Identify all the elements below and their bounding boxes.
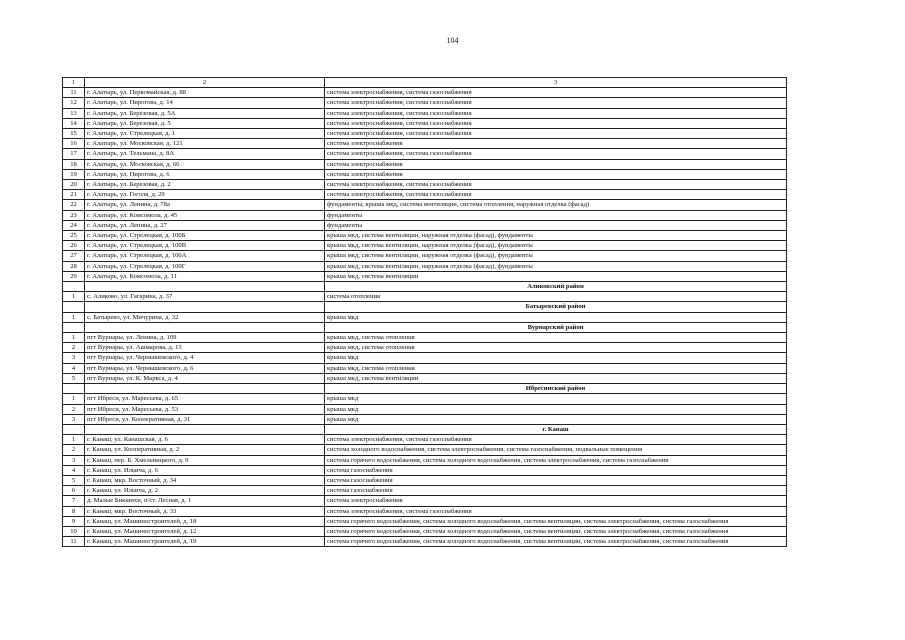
district-heading-spacer [85, 282, 325, 292]
building-systems: крыша мкд, система отопления [325, 333, 787, 343]
row-number: 4 [63, 363, 85, 373]
row-number: 22 [63, 200, 85, 210]
district-heading-spacer [63, 384, 85, 394]
building-systems: система электроснабжения, система газоснабжения [325, 108, 787, 118]
district-heading-spacer [85, 384, 325, 394]
table-row [63, 506, 787, 516]
building-address: г. Алатырь, ул. Московская, д. 66 [85, 159, 325, 169]
building-address: г. Алатырь, ул. Стрелецкая, д. 1 [85, 129, 325, 139]
building-systems: крыша мкд, система вентиляции [325, 271, 787, 281]
building-systems: система электроснабжения, система газоснабжения [325, 98, 787, 108]
building-systems: система электроснабжения [325, 169, 787, 179]
row-number: 5 [63, 475, 85, 485]
building-systems: система электроснабжения, система газоснабжения [325, 129, 787, 139]
row-number: 3 [63, 353, 85, 363]
building-address: г. Алатырь, ул. Тельмана, д. 8А [85, 149, 325, 159]
district-heading-spacer [63, 282, 85, 292]
page-number: 104 [446, 36, 459, 45]
building-systems: система электроснабжения, система газоснабжения [325, 180, 787, 190]
row-number: 1 [63, 333, 85, 343]
district-heading-spacer [85, 424, 325, 434]
building-systems: система отопления [325, 292, 787, 302]
table-row [63, 516, 787, 526]
building-address: г. Канаш, ул. Машиностроителей, д. 19 [85, 537, 325, 547]
building-address: г. Алатырь, ул. Гоголя, д. 29 [85, 190, 325, 200]
table-row [63, 373, 787, 383]
building-systems: система электроснабжения [325, 159, 787, 169]
building-address: пгт Ибреси, ул. Маресьева, д. 53 [85, 404, 325, 414]
building-systems: система холодного водоснабжения, система электроснабжения, система газоснабжения, подвальные помещения [325, 445, 787, 455]
district-heading-row [63, 384, 787, 394]
building-address: г. Канаш, пер. Б. Хмельницкого, д. 9 [85, 455, 325, 465]
district-heading-spacer [63, 424, 85, 434]
building-address: д. Малые Бикшихи, п/ст. Лесная, д. 1 [85, 496, 325, 506]
building-address: г. Алатырь, ул. Комсомола, д. 11 [85, 271, 325, 281]
building-systems: крыша мкд, система вентиляции, наружная отделка (фасад), фундаменты [325, 231, 787, 241]
table-row [63, 435, 787, 445]
row-number: 1 [63, 435, 85, 445]
building-systems: система горячего водоснабжения, система холодного водоснабжения, система вентиляции, система электроснабжения, система газоснабжения [325, 526, 787, 536]
row-number: 19 [63, 169, 85, 179]
district-heading-row [63, 282, 787, 292]
building-systems: крыша мкд, система отопления [325, 363, 787, 373]
table-row [63, 404, 787, 414]
row-number: 15 [63, 129, 85, 139]
row-number: 4 [63, 465, 85, 475]
table-row [63, 231, 787, 241]
district-heading: Ибресинский район [325, 384, 787, 394]
table-row [63, 190, 787, 200]
building-address: пгт Ибреси, ул. Кооперативная, д. 31 [85, 414, 325, 424]
building-address: г. Алатырь, ул. Стрелецкая, д. 100В [85, 241, 325, 251]
table-row [63, 363, 787, 373]
building-address: г. Алатырь, ул. Пирогова, д. 6 [85, 169, 325, 179]
building-systems: система газоснабжения [325, 475, 787, 485]
district-heading-spacer [63, 302, 85, 312]
building-address: г. Алатырь, ул. Стрелецкая, д. 100А [85, 251, 325, 261]
table-row [63, 343, 787, 353]
row-number: 23 [63, 210, 85, 220]
building-systems: фундаменты [325, 210, 787, 220]
row-number: 13 [63, 108, 85, 118]
building-systems: система горячего водоснабжения, система холодного водоснабжения, система электроснабжения, система газоснабжения [325, 455, 787, 465]
building-address: г. Канаш, ул. Канашская, д. 6 [85, 435, 325, 445]
table-row [63, 465, 787, 475]
row-number: 12 [63, 98, 85, 108]
building-systems: система электроснабжения, система газоснабжения [325, 190, 787, 200]
row-number: 17 [63, 149, 85, 159]
district-heading: г. Канаш [325, 424, 787, 434]
building-address: пгт Вурнары, ул. Чернышевского, д. 4 [85, 353, 325, 363]
building-address: с. Аликово, ул. Гагарина, д. 37 [85, 292, 325, 302]
row-number: 27 [63, 251, 85, 261]
table-row [63, 312, 787, 322]
district-heading-spacer [63, 322, 85, 332]
table-row [63, 129, 787, 139]
table-row [63, 261, 787, 271]
building-address: пгт Вурнары, ул. Чернышевского, д. 6 [85, 363, 325, 373]
building-systems: система горячего водоснабжения, система холодного водоснабжения, система вентиляции, система электроснабжения, система газоснабжения [325, 537, 787, 547]
table-row [63, 200, 787, 210]
row-number: 10 [63, 526, 85, 536]
column-number-1: 1 [63, 78, 85, 88]
district-heading: Батыревский район [325, 302, 787, 312]
row-number: 16 [63, 139, 85, 149]
table-body [63, 78, 787, 547]
building-systems: фундаменты, крыша мкд, система вентиляции, система отопления, наружная отделка (фасад) [325, 200, 787, 210]
building-address: г. Канаш, мкр. Восточный, д. 34 [85, 475, 325, 485]
row-number: 1 [63, 292, 85, 302]
building-systems: крыша мкд [325, 353, 787, 363]
row-number: 24 [63, 220, 85, 230]
building-systems: система электроснабжения, система газоснабжения [325, 88, 787, 98]
building-systems: крыша мкд [325, 394, 787, 404]
row-number: 11 [63, 88, 85, 98]
building-systems: система газоснабжения [325, 486, 787, 496]
building-address: г. Канаш, ул. Машиностроителей, д. 18 [85, 516, 325, 526]
row-number: 3 [63, 414, 85, 424]
row-number: 21 [63, 190, 85, 200]
building-systems: крыша мкд, система вентиляции, наружная отделка (фасад), фундаменты [325, 241, 787, 251]
building-systems: крыша мкд, система вентиляции, наружная отделка (фасад), фундаменты [325, 251, 787, 261]
building-address: г. Канаш, ул. Кооперативная, д. 2 [85, 445, 325, 455]
row-number: 7 [63, 496, 85, 506]
column-number-2: 2 [85, 78, 325, 88]
building-address: г. Канаш, мкр. Восточный, д. 33 [85, 506, 325, 516]
building-systems: система электроснабжения, система газоснабжения [325, 118, 787, 128]
district-heading-spacer [85, 302, 325, 312]
building-systems: фундаменты [325, 220, 787, 230]
building-address: г. Алатырь, ул. Ленина, д. 78а [85, 200, 325, 210]
table-row [63, 180, 787, 190]
table-row [63, 526, 787, 536]
table-row [63, 292, 787, 302]
column-number-3: 3 [325, 78, 787, 88]
building-systems: крыша мкд [325, 312, 787, 322]
building-systems: крыша мкд, система вентиляции [325, 373, 787, 383]
table-row [63, 149, 787, 159]
row-number: 8 [63, 506, 85, 516]
table-row [63, 241, 787, 251]
row-number: 14 [63, 118, 85, 128]
table-row [63, 333, 787, 343]
column-number-row [63, 78, 787, 88]
building-systems: система электроснабжения, система газоснабжения [325, 435, 787, 445]
district-heading-row [63, 322, 787, 332]
table-row [63, 445, 787, 455]
building-address: г. Алатырь, ул. Ленина, д. 27 [85, 220, 325, 230]
table-row [63, 210, 787, 220]
building-address: г. Алатырь, ул. Московская, д. 121 [85, 139, 325, 149]
row-number: 1 [63, 394, 85, 404]
table-row [63, 537, 787, 547]
table-row [63, 271, 787, 281]
building-address: г. Алатырь, ул. Стрелецкая, д. 100Г [85, 261, 325, 271]
building-systems: система горячего водоснабжения, система холодного водоснабжения, система вентиляции, система электроснабжения, система газоснабжения [325, 516, 787, 526]
table-row [63, 108, 787, 118]
table-row [63, 486, 787, 496]
table-row [63, 475, 787, 485]
building-address: г. Алатырь, ул. Первомайская, д. 88 [85, 88, 325, 98]
table-row [63, 496, 787, 506]
row-number: 25 [63, 231, 85, 241]
building-address: г. Алатырь, ул. Пирогова, д. 14 [85, 98, 325, 108]
building-systems: крыша мкд [325, 404, 787, 414]
repair-systems-table [62, 77, 787, 547]
building-address: г. Алатырь, ул. Комсомола, д. 45 [85, 210, 325, 220]
building-systems: крыша мкд, система вентиляции, наружная отделка (фасад), фундаменты [325, 261, 787, 271]
district-heading: Аликовский район [325, 282, 787, 292]
district-heading-spacer [85, 322, 325, 332]
table-row [63, 455, 787, 465]
building-systems: крыша мкд [325, 414, 787, 424]
building-address: г. Канаш, ул. Ильича, д. 6 [85, 465, 325, 475]
table-row [63, 353, 787, 363]
row-number: 11 [63, 537, 85, 547]
table-row [63, 220, 787, 230]
district-heading-row [63, 424, 787, 434]
row-number: 5 [63, 373, 85, 383]
building-address: пгт Вурнары, ул. Ленина, д. 109 [85, 333, 325, 343]
district-heading-row [63, 302, 787, 312]
row-number: 2 [63, 343, 85, 353]
building-systems: система газоснабжения [325, 465, 787, 475]
row-number: 29 [63, 271, 85, 281]
building-address: г. Алатырь, ул. Стрелецкая, д. 100Б [85, 231, 325, 241]
row-number: 9 [63, 516, 85, 526]
building-address: пгт Вурнары, ул. К. Маркса, д. 4 [85, 373, 325, 383]
table-row [63, 159, 787, 169]
row-number: 6 [63, 486, 85, 496]
row-number: 2 [63, 404, 85, 414]
building-address: г. Канаш, ул. Машиностроителей, д. 12 [85, 526, 325, 536]
building-systems: система электроснабжения [325, 139, 787, 149]
building-address: пгт Вурнары, ул. Ашмарова, д. 13 [85, 343, 325, 353]
building-address: г. Алатырь, ул. Березовая, д. 5 [85, 118, 325, 128]
row-number: 26 [63, 241, 85, 251]
row-number: 3 [63, 455, 85, 465]
table-row [63, 139, 787, 149]
row-number: 2 [63, 445, 85, 455]
row-number: 1 [63, 312, 85, 322]
building-systems: система электроснабжения [325, 496, 787, 506]
row-number: 28 [63, 261, 85, 271]
district-heading: Вурнарский район [325, 322, 787, 332]
table-row [63, 251, 787, 261]
table-row [63, 169, 787, 179]
building-address: г. Алатырь, ул. Березовая, д. 5А [85, 108, 325, 118]
table-row [63, 414, 787, 424]
building-systems: система электроснабжения, система газоснабжения [325, 149, 787, 159]
row-number: 18 [63, 159, 85, 169]
building-address: г. Алатырь, ул. Березовая, д. 2 [85, 180, 325, 190]
building-address: с. Батырево, ул. Мичурина, д. 32 [85, 312, 325, 322]
building-systems: крыша мкд, система отопления [325, 343, 787, 353]
table-row [63, 98, 787, 108]
table-row [63, 88, 787, 98]
row-number: 20 [63, 180, 85, 190]
building-systems: система электроснабжения, система газоснабжения [325, 506, 787, 516]
building-address: пгт Ибреси, ул. Маресьева, д. 65 [85, 394, 325, 404]
building-address: г. Канаш, ул. Ильича, д. 2 [85, 486, 325, 496]
table-row [63, 118, 787, 128]
table-row [63, 394, 787, 404]
